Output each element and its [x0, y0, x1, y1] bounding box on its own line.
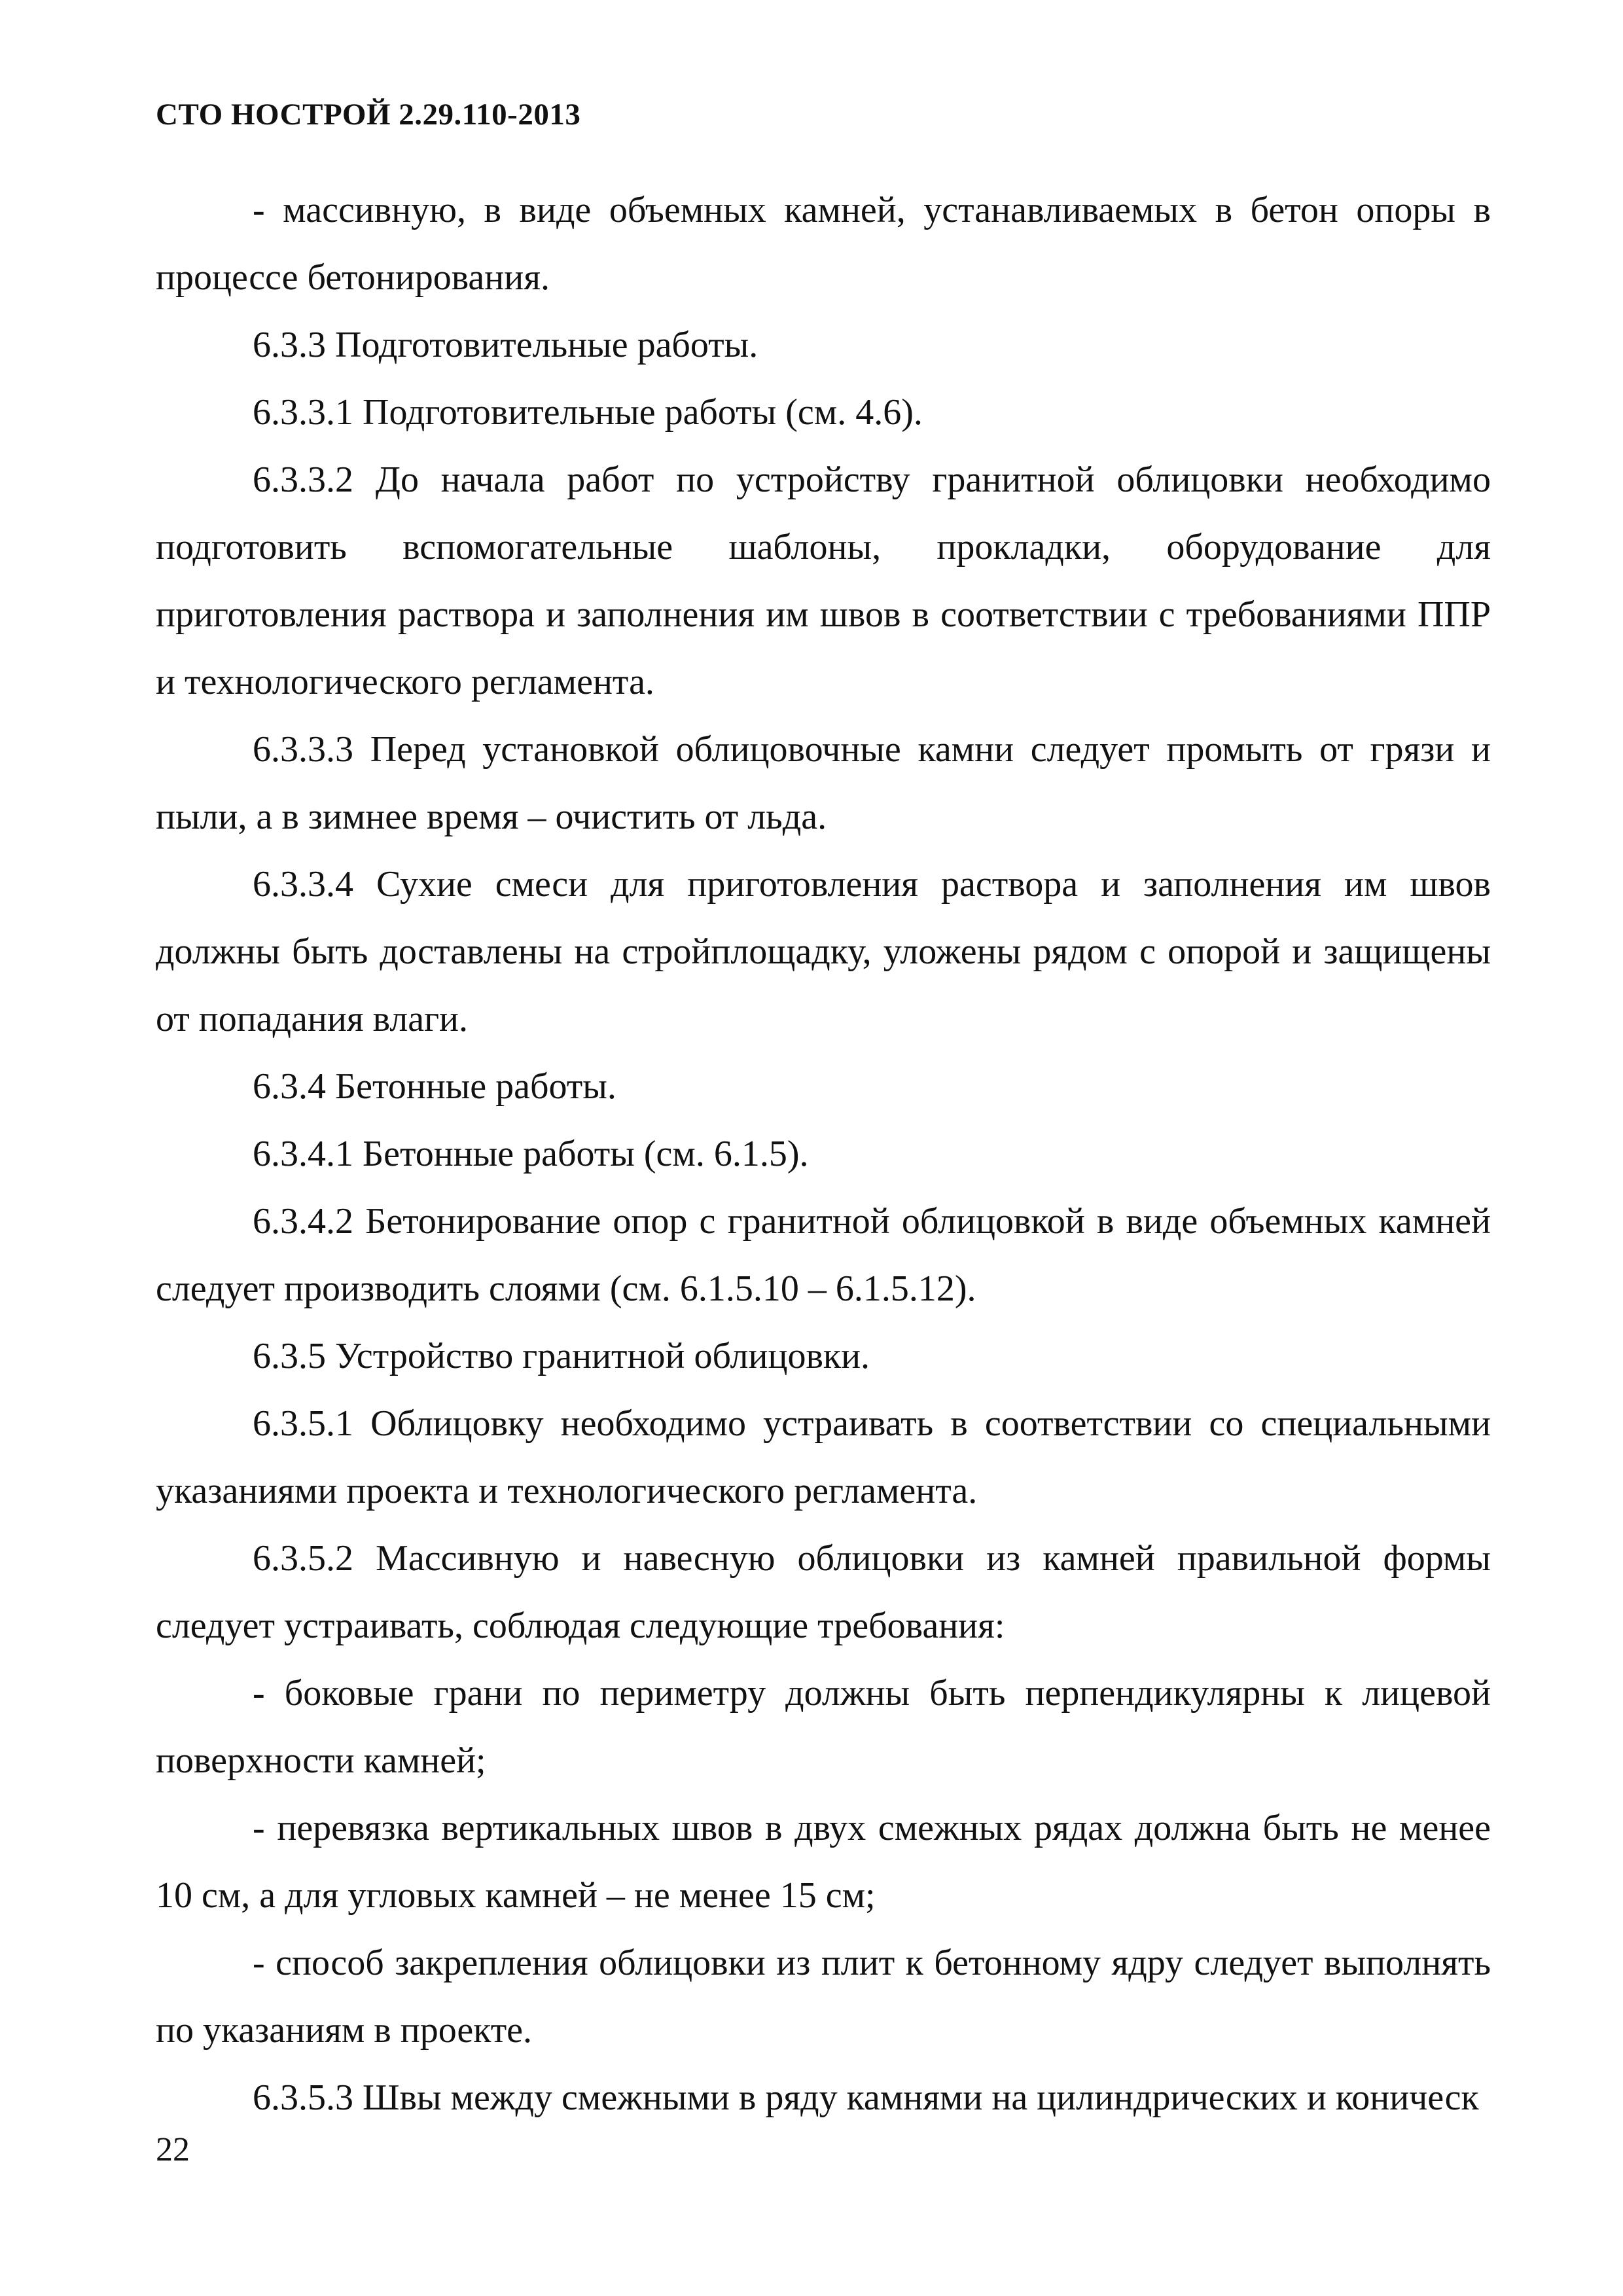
paragraph: 6.3.3.4 Сухие смеси для приготовления раствора и заполнения им швов должны быть доставлены на стройплощадку, уложены рядом с опорой и защищены от попадания влаги.	[156, 864, 1491, 1039]
paragraph: 6.3.5.3 Швы между смежными в ряду камнями на цилиндрических и коническ	[253, 2077, 1479, 2118]
paragraph: - перевязка вертикальных швов в двух смежных рядах должна быть не менее 10 см, а для угловых камней – не менее 15 см;	[156, 1808, 1491, 1916]
paragraph: 6.3.3 Подготовительные работы.	[253, 325, 758, 365]
document-body	[156, 177, 1491, 2132]
paragraph: - массивную, в виде объемных камней, устанавливаемых в бетон опоры в процессе бетонирования.	[156, 190, 1491, 298]
paragraph: - способ закрепления облицовки из плит к бетонному ядру следует выполнять по указаниям в проекте.	[156, 1943, 1491, 2051]
paragraph: 6.3.4.2 Бетонирование опор с гранитной облицовкой в виде объемных камней следует производить слоями (см. 6.1.5.10 – 6.1.5.12).	[156, 1201, 1491, 1309]
paragraph: 6.3.4 Бетонные работы.	[253, 1066, 616, 1107]
paragraph: 6.3.3.2 До начала работ по устройству гранитной облицовки необходимо подготовить вспомогательные шаблоны, прокладки, оборудование для приготовления раствора и заполнения им швов в соответствии с требованиями ППР и технологического регламента.	[156, 459, 1491, 702]
paragraph: 6.3.4.1 Бетонные работы (см. 6.1.5).	[253, 1134, 809, 1174]
paragraph: 6.3.5 Устройство гранитной облицовки.	[253, 1336, 870, 1376]
document-header: СТО НОСТРОЙ 2.29.110-2013	[156, 98, 581, 132]
page-number: 22	[156, 2131, 190, 2168]
paragraph: 6.3.5.2 Массивную и навесную облицовки из камней правильной формы следует устраивать, соблюдая следующие требования:	[156, 1538, 1491, 1646]
paragraph: 6.3.3.1 Подготовительные работы (см. 4.6).	[253, 392, 923, 433]
paragraph: 6.3.3.3 Перед установкой облицовочные камни следует промыть от грязи и пыли, а в зимнее время – очистить от льда.	[156, 729, 1491, 837]
paragraph: - боковые грани по периметру должны быть перпендикулярны к лицевой поверхности камней;	[156, 1673, 1491, 1781]
paragraph: 6.3.5.1 Облицовку необходимо устраивать в соответствии со специальными указаниями проекта и технологического регламента.	[156, 1403, 1491, 1511]
